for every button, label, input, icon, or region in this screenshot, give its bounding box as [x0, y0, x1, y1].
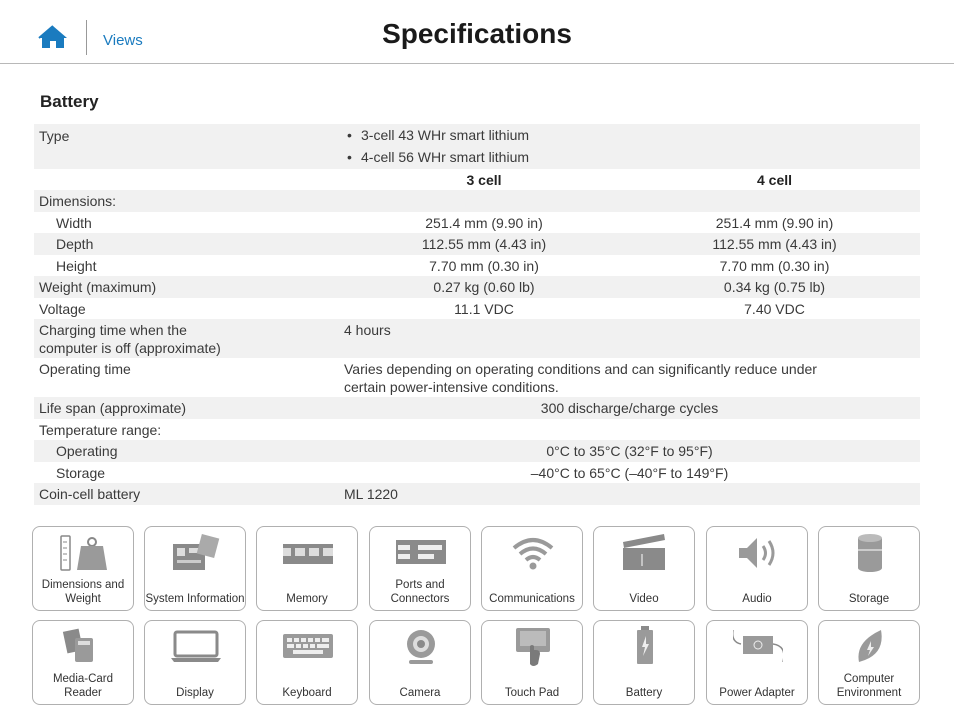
spec-row-voltage — [34, 298, 920, 320]
tile-label: Memory — [286, 593, 328, 605]
list-item: • 3-cell 43 WHr smart lithium — [344, 125, 920, 147]
leaf-icon — [845, 626, 895, 668]
column-header-3-cell: 3 cell — [466, 172, 502, 188]
ruler-weight-icon — [59, 532, 109, 574]
keyboard-icon — [283, 626, 333, 668]
tile-label: Power Adapter — [719, 687, 795, 699]
spec-value-3-cell: 11.1 VDC — [454, 300, 514, 317]
empty-cell — [34, 171, 339, 190]
spec-value: ML 1220 — [344, 486, 398, 502]
storage-cylinder-icon — [845, 532, 895, 574]
spec-row-dimensions — [34, 190, 920, 212]
spec-value: 300 discharge/charge cycles — [540, 400, 719, 416]
tile-ports-and-connectors[interactable] — [369, 526, 471, 611]
tile-dimensions-and-weight[interactable] — [32, 526, 134, 611]
section-heading: Battery — [40, 92, 99, 111]
tile-label: Media-Card Reader — [52, 673, 114, 699]
laptop-display-icon — [171, 626, 221, 668]
tile-label: Ports and Connectors — [390, 579, 450, 605]
media-card-icon — [59, 626, 109, 668]
spec-row-height — [34, 255, 920, 277]
tile-storage[interactable] — [818, 526, 920, 611]
spec-value-3-cell: 112.55 mm (4.43 in) — [421, 236, 547, 252]
spec-label: Life span (approximate) — [39, 400, 187, 416]
spec-label: Operating time — [39, 361, 131, 377]
spec-value: 4 hours — [344, 322, 391, 338]
tile-video[interactable] — [593, 526, 695, 611]
spec-label-line: computer is off (approximate) — [39, 340, 221, 356]
tile-computer-environment[interactable] — [818, 620, 920, 705]
tile-label: Computer Environment — [836, 673, 902, 699]
spec-row-life-span — [34, 397, 920, 419]
spec-label: Temperature range: — [39, 421, 162, 438]
spec-value: 0°C to 35°C (32°F to 95°F) — [546, 443, 713, 459]
spec-row-coin-cell — [34, 483, 920, 505]
spec-row-temp-storage — [34, 462, 920, 484]
power-adapter-icon — [733, 626, 783, 668]
views-link[interactable]: Views — [103, 32, 143, 49]
spec-label: Storage — [56, 464, 106, 481]
tile-memory[interactable] — [256, 526, 358, 611]
spec-row-charging-time — [34, 319, 920, 358]
spec-row-temperature — [34, 419, 920, 441]
spec-value-3-cell: 251.4 mm (9.90 in) — [425, 214, 543, 231]
tile-audio[interactable] — [706, 526, 808, 611]
spec-label: Voltage — [39, 300, 86, 317]
list-item: • 4-cell 56 WHr smart lithium — [344, 147, 920, 169]
spec-value — [339, 360, 920, 397]
spec-value-4-cell: 251.4 mm (9.90 in) — [715, 214, 834, 231]
spec-row-depth — [34, 233, 920, 255]
wifi-icon — [508, 532, 558, 574]
tile-system-information[interactable] — [144, 526, 246, 611]
tile-battery[interactable] — [593, 620, 695, 705]
spec-label: Coin-cell battery — [39, 486, 141, 502]
spec-label — [34, 321, 339, 358]
page-title-text: Specifications — [382, 18, 572, 49]
battery-type-list — [344, 125, 920, 168]
spec-value-line: Varies depending on operating conditions and can significantly reduce under — [344, 361, 817, 377]
spec-label: Dimensions: — [39, 193, 117, 209]
ports-icon — [396, 532, 446, 574]
spec-row-temp-operating — [34, 440, 920, 462]
tile-communications[interactable] — [481, 526, 583, 611]
motherboard-icon — [171, 532, 221, 574]
spec-value-4-cell: 7.70 mm (0.30 in) — [719, 257, 830, 274]
battery-spec-table — [34, 124, 920, 505]
tile-camera[interactable] — [369, 620, 471, 705]
top-navigation-bar — [0, 0, 954, 64]
spec-label: Operating — [56, 443, 118, 459]
spec-label-line: Charging time when the — [39, 322, 187, 338]
spec-row-weight — [34, 276, 920, 298]
tile-label: System Information — [145, 593, 245, 605]
tile-media-card-reader[interactable] — [32, 620, 134, 705]
spec-label: Type — [39, 128, 70, 144]
tile-label: Camera — [399, 687, 441, 699]
webcam-icon — [396, 626, 446, 668]
touchpad-icon — [508, 626, 558, 668]
tile-label: Keyboard — [282, 687, 332, 699]
tile-label: Storage — [848, 593, 890, 605]
tile-label: Video — [629, 593, 659, 605]
spec-label: Height — [56, 257, 97, 274]
spec-value-4-cell: 7.40 VDC — [744, 300, 805, 317]
tile-power-adapter[interactable] — [706, 620, 808, 705]
spec-value-3-cell: 0.27 kg (0.60 lb) — [433, 279, 535, 295]
tile-display[interactable] — [144, 620, 246, 705]
spec-value — [339, 125, 920, 169]
column-header-4-cell: 4 cell — [756, 172, 793, 188]
spec-value-4-cell: 112.55 mm (4.43 in) — [712, 236, 837, 252]
tile-keyboard[interactable] — [256, 620, 358, 705]
spec-value-4-cell: 0.34 kg (0.75 lb) — [723, 279, 826, 295]
tile-label: Audio — [742, 593, 772, 605]
tile-label: Battery — [625, 687, 663, 699]
spec-label: Width — [56, 214, 92, 231]
memory-module-icon — [283, 532, 333, 574]
tile-label: Touch Pad — [504, 687, 560, 699]
tile-touch-pad[interactable] — [481, 620, 583, 705]
spec-row-column-headers — [34, 169, 920, 190]
tile-label: Communications — [489, 593, 575, 605]
spec-row-width — [34, 212, 920, 234]
battery-icon — [620, 626, 670, 668]
tile-label: Display — [176, 687, 214, 699]
spec-row-type — [34, 124, 920, 169]
spec-label: Weight (maximum) — [39, 279, 157, 295]
spec-value-3-cell: 7.70 mm (0.30 in) — [429, 257, 539, 274]
spec-value: –40°C to 65°C (–40°F to 149°F) — [530, 464, 729, 481]
tile-label: Dimensions and Weight — [41, 579, 125, 605]
spec-row-operating-time — [34, 358, 920, 397]
clapperboard-icon — [620, 532, 670, 574]
spec-label: Depth — [56, 236, 94, 252]
page-title — [0, 18, 954, 50]
spec-value-line: certain power-intensive conditions. — [344, 379, 559, 395]
speaker-icon — [733, 532, 783, 574]
